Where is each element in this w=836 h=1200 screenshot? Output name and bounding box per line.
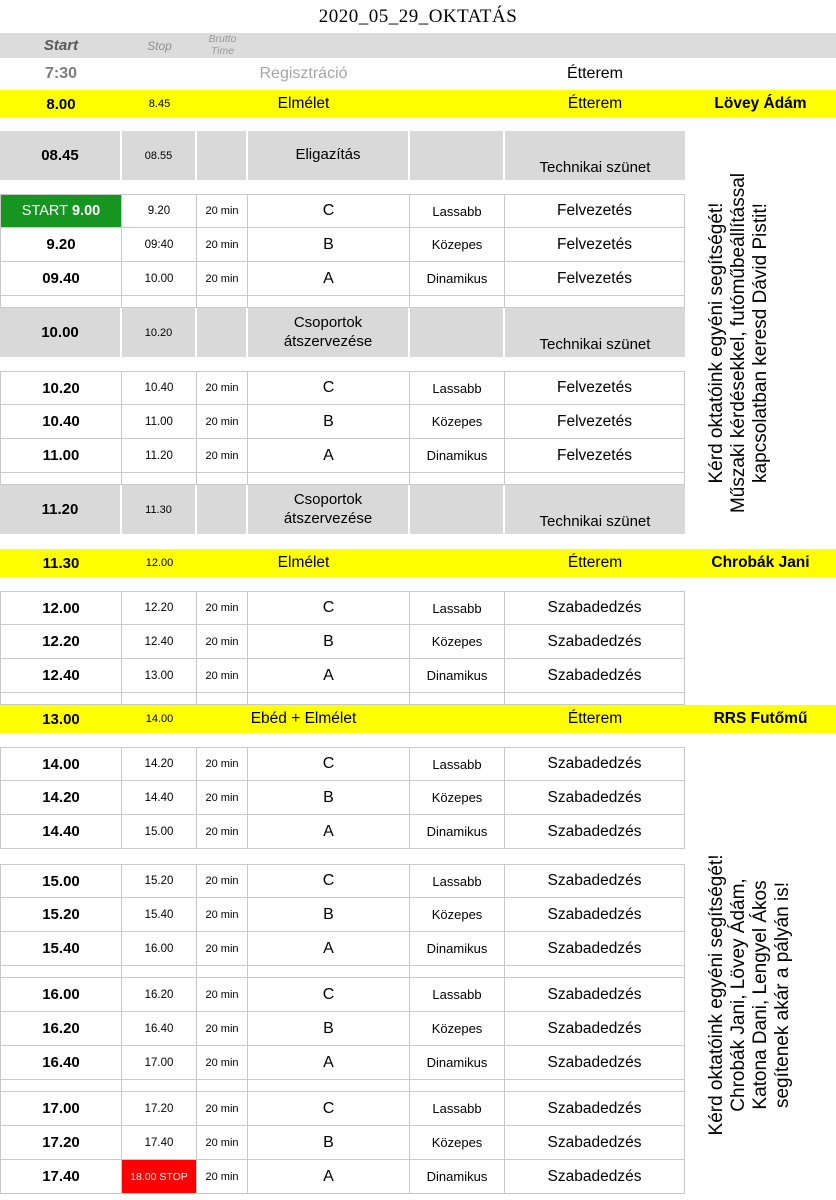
stop-cell: 8.45 <box>148 98 171 110</box>
start-cell: 14.40 <box>0 815 122 849</box>
row-1120 <box>0 485 685 534</box>
spacer-cell <box>197 296 248 308</box>
brutto-time-cell: 20 min <box>197 781 248 815</box>
start-cell: 14.00 <box>0 747 122 781</box>
brutto-time-cell: 20 min <box>197 591 248 625</box>
spacer-cell <box>248 1080 410 1092</box>
spacer-cell <box>0 966 122 978</box>
spacer-cell <box>505 296 685 308</box>
empty-cell <box>197 131 248 180</box>
spacer-cell <box>0 473 122 485</box>
group-cell: B <box>248 405 410 439</box>
row-800 <box>0 90 836 118</box>
start-cell: 15.40 <box>0 932 122 966</box>
spacer-cell <box>410 1080 505 1092</box>
empty-cell <box>197 308 248 357</box>
group-cell: C <box>248 371 410 405</box>
activity-cell: Szabadedzés <box>505 1012 685 1046</box>
pace-cell: Közepes <box>410 228 505 262</box>
spacer-cell <box>122 966 197 978</box>
group-cell: B <box>248 898 410 932</box>
pace-cell: Közepes <box>410 405 505 439</box>
pace-cell: Lassabb <box>410 864 505 898</box>
row-1420 <box>0 781 685 815</box>
activity-cell: Ebéd + Elmélet <box>250 710 357 727</box>
stop-cell: 17.00 <box>122 1046 197 1080</box>
activity-cell: Felvezetés <box>505 194 685 228</box>
start-cell: 17.20 <box>0 1126 122 1160</box>
side-note-line: Kérd oktatóink egyéni segítségét! <box>706 854 727 1136</box>
brutto-time-cell: 20 min <box>197 1012 248 1046</box>
spacer-cell <box>248 693 410 705</box>
spacer-cell <box>122 296 197 308</box>
stop-cell: 10.40 <box>122 371 197 405</box>
row-1020 <box>0 371 685 405</box>
pace-cell: Dinamikus <box>410 262 505 296</box>
brutto-time-cell: 20 min <box>197 978 248 1012</box>
side-note-instructors-top <box>706 173 772 513</box>
location-cell: Étterem <box>567 95 623 112</box>
side-note-line: Műszaki kérdésekkel, futóműbeállítással <box>728 172 749 514</box>
start-cell: 15.00 <box>0 864 122 898</box>
pace-cell: Lassabb <box>410 371 505 405</box>
brutto-time-cell: 20 min <box>197 1126 248 1160</box>
group-cell: A <box>248 815 410 849</box>
stop-cell: 16.20 <box>122 978 197 1012</box>
activity-cell: Felvezetés <box>505 405 685 439</box>
brutto-time-cell: 20 min <box>197 932 248 966</box>
start-cell: 16.00 <box>0 978 122 1012</box>
pace-cell: Dinamikus <box>410 659 505 693</box>
brutto-time-cell: 20 min <box>197 1046 248 1080</box>
row-730 <box>0 60 836 88</box>
row-1200 <box>0 591 685 625</box>
group-cell: C <box>248 1092 410 1126</box>
group-cell: C <box>248 591 410 625</box>
activity-cell: Felvezetés <box>505 371 685 405</box>
start-cell: 10.00 <box>0 308 122 357</box>
pace-cell: Közepes <box>410 898 505 932</box>
location-cell: Étterem <box>566 65 623 82</box>
start-cell: 7:30 <box>44 65 78 82</box>
spacer-row <box>0 693 685 705</box>
row-1520 <box>0 898 685 932</box>
spacer-cell <box>0 1080 122 1092</box>
note-cell: Technikai szünet <box>505 485 685 534</box>
row-0940 <box>0 262 685 296</box>
pace-cell: Dinamikus <box>410 1160 505 1194</box>
stop-cell: 13.00 <box>122 659 197 693</box>
activity-cell: Szabadedzés <box>505 864 685 898</box>
row-1300 <box>0 705 836 733</box>
pace-cell: Közepes <box>410 781 505 815</box>
stop-cell: 14.20 <box>122 747 197 781</box>
stop-cell: 14.40 <box>122 781 197 815</box>
group-cell: B <box>248 228 410 262</box>
side-note-line: kapcsolatban keresd Dávid Pistit! <box>750 203 771 483</box>
spacer-cell <box>0 296 122 308</box>
start-cell: 14.20 <box>0 781 122 815</box>
activity-cell: Szabadedzés <box>505 625 685 659</box>
spacer-cell <box>505 966 685 978</box>
spacer-cell <box>410 296 505 308</box>
stop-cell: 12.40 <box>122 625 197 659</box>
spacer-cell <box>410 90 505 118</box>
note-cell: Technikai szünet <box>505 131 685 180</box>
stop-cell: 10.20 <box>122 308 197 357</box>
activity-cell: Szabadedzés <box>505 978 685 1012</box>
row-1400 <box>0 747 685 781</box>
group-cell: A <box>248 1046 410 1080</box>
start-flag-label: START <box>21 203 68 219</box>
pace-cell: Közepes <box>410 1012 505 1046</box>
column-header-stop: Stop <box>147 38 172 53</box>
start-cell: 12.20 <box>0 625 122 659</box>
start-cell: START 9.00 <box>0 194 122 228</box>
start-cell: 15.20 <box>0 898 122 932</box>
pace-cell: Lassabb <box>410 591 505 625</box>
start-cell: 11.30 <box>42 554 80 572</box>
row-1640 <box>0 1046 685 1080</box>
brutto-time-cell: 20 min <box>197 815 248 849</box>
header-row <box>0 33 836 58</box>
spacer-cell <box>197 473 248 485</box>
stop-cell: 15.20 <box>122 864 197 898</box>
spacer-cell <box>0 693 122 705</box>
stop-cell: 9.20 <box>122 194 197 228</box>
stop-cell: 11.30 <box>122 485 197 534</box>
empty-cell <box>197 485 248 534</box>
pace-cell: Dinamikus <box>410 815 505 849</box>
brutto-time-cell: 20 min <box>197 262 248 296</box>
activity-cell: Szabadedzés <box>505 898 685 932</box>
pace-cell: Dinamikus <box>410 1046 505 1080</box>
activity-cell: Szabadedzés <box>505 591 685 625</box>
stop-cell: 12.00 <box>145 557 174 569</box>
spacer-row <box>0 473 685 485</box>
brutto-time-cell: 20 min <box>197 625 248 659</box>
pace-cell: Lassabb <box>410 194 505 228</box>
side-note-line: Chrobák Jani, Lövey Ádám, <box>728 878 749 1112</box>
row-1100 <box>0 439 685 473</box>
pace-cell: Dinamikus <box>410 439 505 473</box>
spacer-cell <box>197 1080 248 1092</box>
activity-label: Eligazítás <box>295 146 361 164</box>
activity-cell: Szabadedzés <box>505 1160 685 1194</box>
activity-cell: Felvezetés <box>505 262 685 296</box>
group-cell: C <box>248 747 410 781</box>
activity-cell: Szabadedzés <box>505 932 685 966</box>
start-cell: 8.00 <box>46 95 76 113</box>
group-cell: C <box>248 194 410 228</box>
spacer-cell <box>122 1080 197 1092</box>
group-cell: A <box>248 932 410 966</box>
stop-cell: 15.00 <box>122 815 197 849</box>
stop-cell <box>122 60 197 88</box>
start-cell: 16.40 <box>0 1046 122 1080</box>
stop-cell: 09:40 <box>122 228 197 262</box>
side-note-line: Kérd oktatóink egyéni segítségét! <box>706 202 727 484</box>
activity-cell <box>248 131 410 180</box>
row-1000 <box>0 308 685 357</box>
row-1240 <box>0 659 685 693</box>
pace-cell: Lassabb <box>410 747 505 781</box>
spacer-row <box>0 966 685 978</box>
start-cell: 11.00 <box>0 439 122 473</box>
instructor-cell: Lövey Ádám <box>714 95 807 112</box>
spacer-cell <box>410 966 505 978</box>
spacer-cell <box>410 693 505 705</box>
group-cell: B <box>248 1126 410 1160</box>
activity-cell: Szabadedzés <box>505 1092 685 1126</box>
group-cell: A <box>248 262 410 296</box>
empty-cell <box>410 485 505 534</box>
spacer-cell <box>248 296 410 308</box>
activity-cell: Szabadedzés <box>505 747 685 781</box>
brutto-time-cell: 20 min <box>197 898 248 932</box>
spacer-cell <box>410 473 505 485</box>
spacer-cell <box>122 693 197 705</box>
spacer-cell <box>410 549 505 577</box>
pace-cell: Lassabb <box>410 978 505 1012</box>
stop-cell: 17.40 <box>122 1126 197 1160</box>
instructor-cell <box>685 60 836 88</box>
activity-cell <box>248 308 410 357</box>
instructor-cell: Chrobák Jani <box>711 554 810 571</box>
group-cell: A <box>248 1160 410 1194</box>
start-cell: 9.20 <box>0 228 122 262</box>
note-cell: Technikai szünet <box>505 308 685 357</box>
location-cell: Étterem <box>567 554 623 571</box>
spacer-cell <box>248 966 410 978</box>
brutto-time-cell: 20 min <box>197 194 248 228</box>
start-cell: 17.00 <box>0 1092 122 1126</box>
start-cell: 17.40 <box>0 1160 122 1194</box>
activity-label: Csoportok átszervezése <box>283 490 373 527</box>
column-header-start: Start <box>43 37 79 54</box>
activity-cell: Szabadedzés <box>505 781 685 815</box>
spacer-cell <box>505 693 685 705</box>
column-header-brutto-time: Brutto Time <box>208 33 237 57</box>
row-900 <box>0 194 685 228</box>
spacer-cell <box>248 473 410 485</box>
row-1720 <box>0 1126 685 1160</box>
group-cell: A <box>248 439 410 473</box>
spacer-cell <box>122 473 197 485</box>
spacer-row <box>0 1080 685 1092</box>
empty-cell <box>410 131 505 180</box>
pace-cell: Dinamikus <box>410 932 505 966</box>
spacer-cell <box>505 1080 685 1092</box>
start-cell: 12.40 <box>0 659 122 693</box>
activity-cell: Szabadedzés <box>505 1046 685 1080</box>
row-1740 <box>0 1160 685 1194</box>
group-cell: B <box>248 625 410 659</box>
brutto-time-cell: 20 min <box>197 747 248 781</box>
brutto-time-cell: 20 min <box>197 864 248 898</box>
start-cell: 10.40 <box>0 405 122 439</box>
start-cell: 08.45 <box>0 131 122 180</box>
brutto-time-cell: 20 min <box>197 659 248 693</box>
pace-cell: Közepes <box>410 1126 505 1160</box>
activity-cell: Elmélet <box>277 95 330 112</box>
activity-cell: Felvezetés <box>505 228 685 262</box>
start-cell: 12.00 <box>0 591 122 625</box>
stop-cell: 14.00 <box>145 713 174 725</box>
stop-cell: 11.00 <box>122 405 197 439</box>
row-0845 <box>0 131 685 180</box>
start-cell: 16.20 <box>0 1012 122 1046</box>
activity-cell: Regisztráció <box>259 65 348 82</box>
pace-cell: Lassabb <box>410 1092 505 1126</box>
side-note-line: Katona Dani, Lengyel Ákos <box>750 880 771 1110</box>
side-note-line: segítenek akár a pályán is! <box>772 881 793 1109</box>
row-1540 <box>0 932 685 966</box>
pace-cell: Közepes <box>410 625 505 659</box>
start-cell: 11.20 <box>0 485 122 534</box>
row-920 <box>0 228 685 262</box>
activity-label: Csoportok átszervezése <box>283 313 373 350</box>
stop-cell: 12.20 <box>122 591 197 625</box>
spacer-cell <box>410 60 505 88</box>
stop-cell: 11.20 <box>122 439 197 473</box>
start-cell: 09.40 <box>0 262 122 296</box>
row-1600 <box>0 978 685 1012</box>
activity-cell: Szabadedzés <box>505 815 685 849</box>
brutto-time-cell: 20 min <box>197 439 248 473</box>
row-1220 <box>0 625 685 659</box>
stop-cell: 15.40 <box>122 898 197 932</box>
group-cell: C <box>248 978 410 1012</box>
activity-cell: Szabadedzés <box>505 1126 685 1160</box>
spacer-row <box>0 296 685 308</box>
stop-cell: 17.20 <box>122 1092 197 1126</box>
row-1700 <box>0 1092 685 1126</box>
page-title: 2020_05_29_OKTATÁS <box>318 5 518 27</box>
spacer-cell <box>197 966 248 978</box>
row-1620 <box>0 1012 685 1046</box>
brutto-time-cell: 20 min <box>197 1160 248 1194</box>
brutto-time-cell: 20 min <box>197 228 248 262</box>
activity-cell <box>248 485 410 534</box>
empty-cell <box>410 308 505 357</box>
start-cell: 10.20 <box>0 371 122 405</box>
brutto-time-cell: 20 min <box>197 371 248 405</box>
row-1500 <box>0 864 685 898</box>
activity-cell: Szabadedzés <box>505 659 685 693</box>
row-1440 <box>0 815 685 849</box>
group-cell: B <box>248 1012 410 1046</box>
spacer-cell <box>505 473 685 485</box>
group-cell: A <box>248 659 410 693</box>
side-note-instructors-bottom <box>706 855 794 1136</box>
spacer-cell <box>410 705 505 733</box>
location-cell: Étterem <box>567 710 623 727</box>
brutto-time-cell: 20 min <box>197 1092 248 1126</box>
start-cell: 13.00 <box>42 710 80 728</box>
activity-cell: Elmélet <box>277 554 330 571</box>
group-cell: B <box>248 781 410 815</box>
brutto-time-cell: 20 min <box>197 405 248 439</box>
stop-cell: 16.00 <box>122 932 197 966</box>
row-1040 <box>0 405 685 439</box>
column-header-rest <box>248 33 836 58</box>
instructor-cell: RRS Futőmű <box>713 710 808 727</box>
stop-cell: 08.55 <box>122 131 197 180</box>
stop-cell: 10.00 <box>122 262 197 296</box>
row-1130 <box>0 549 836 577</box>
activity-cell: Felvezetés <box>505 439 685 473</box>
stop-cell: 18.00 STOP <box>122 1160 197 1194</box>
group-cell: C <box>248 864 410 898</box>
stop-cell: 16.40 <box>122 1012 197 1046</box>
spacer-cell <box>197 693 248 705</box>
